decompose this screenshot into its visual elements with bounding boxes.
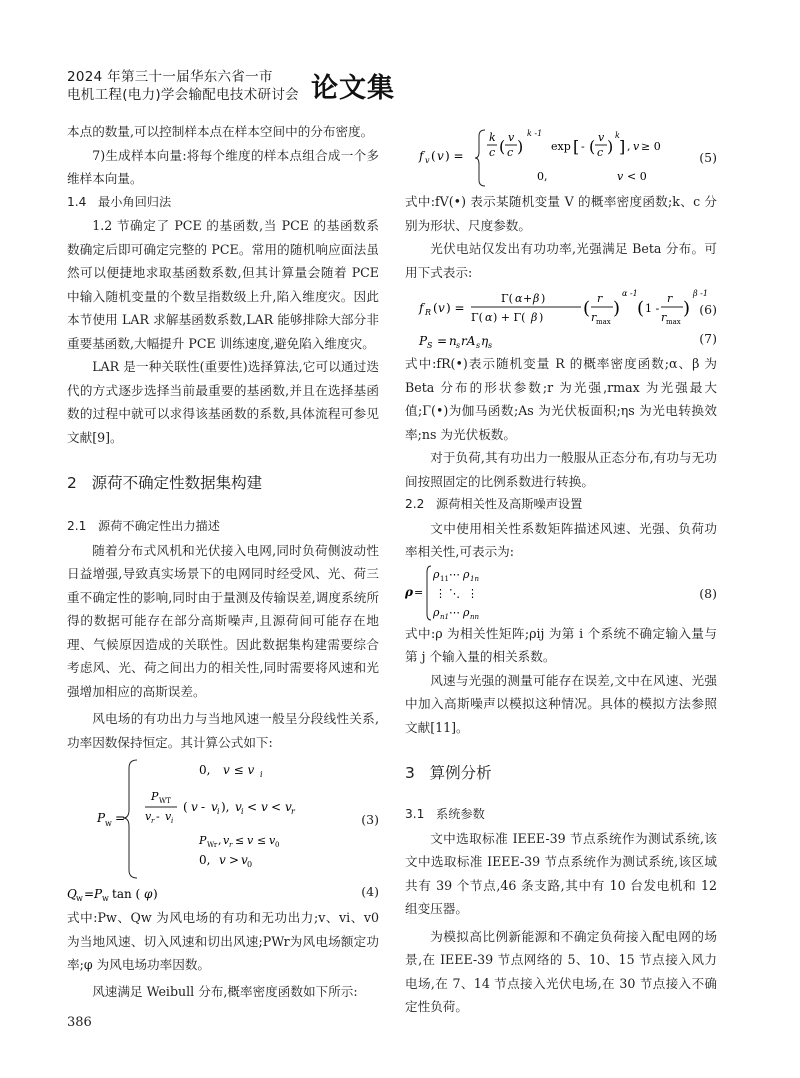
equation-number: (5) <box>699 150 717 165</box>
header-conference-line1: 2024 年第三十一届华东六省一市 <box>67 69 273 85</box>
svg-text:ρ: ρ <box>405 584 413 599</box>
svg-text:v: v <box>145 810 152 823</box>
paragraph: 风电场的有功出力与当地风速一般呈分段线性关系,功率因数保持恒定。其计算公式如下: <box>67 711 379 750</box>
svg-text:c: c <box>507 146 514 159</box>
svg-text:(: ( <box>583 298 591 319</box>
svg-text:r: r <box>661 311 667 324</box>
svg-text:v: v <box>235 800 242 814</box>
left-column <box>67 120 379 1003</box>
section-heading-2 <box>67 471 379 495</box>
svg-text:-: - <box>581 140 585 153</box>
equation-6 <box>405 288 717 330</box>
paragraph: 风速与光强的测量可能存在误差,文中在风速、光强中加入高斯噪声以模拟这种情况。具体的模拟方法参照文献[11]。 <box>405 672 717 735</box>
section-number: 3.1 <box>405 807 425 821</box>
equation-4 <box>67 882 379 906</box>
svg-text:max: max <box>596 318 611 326</box>
svg-text:): ) <box>607 137 614 156</box>
svg-text:Q: Q <box>67 887 77 901</box>
svg-text:n: n <box>449 334 457 348</box>
svg-text:1 -: 1 - <box>645 302 660 315</box>
svg-text:s: s <box>488 341 493 350</box>
equation-4-graphic <box>67 882 317 904</box>
svg-text:<: < <box>247 800 258 814</box>
svg-text:v: v <box>438 301 445 315</box>
paragraph: 对于负荷,其有功出力一般服从正态分布,有功与无功间按照固定的比例系数进行转换。 <box>405 450 717 489</box>
section-heading-3-1 <box>405 803 717 827</box>
svg-text:P: P <box>94 887 103 901</box>
svg-text:0: 0 <box>275 841 280 849</box>
svg-text:): ) <box>539 311 544 324</box>
svg-text:w: w <box>102 894 109 903</box>
equation-8-graphic <box>405 564 717 622</box>
svg-text:,: , <box>627 140 631 153</box>
paragraph: 7)生成样本向量:将每个维度的样本点组合成一个多维样本向量。 <box>67 147 379 186</box>
svg-text:(: ( <box>431 149 436 163</box>
svg-text:β: β <box>531 311 538 324</box>
svg-text:v: v <box>165 810 172 823</box>
svg-text:tan (: tan ( <box>112 887 141 901</box>
svg-text:nn: nn <box>470 612 480 621</box>
svg-text:v: v <box>191 800 198 814</box>
svg-text:α: α <box>515 292 523 305</box>
equation-5 <box>405 128 717 190</box>
svg-text:v: v <box>633 140 640 153</box>
page-number: 386 <box>67 1015 92 1030</box>
paragraph: 式中:Pw、Qw 为风电场的有功和无功出力;v、vi、v0 为当地风速、切入风速和切出风速;PWr为风电场额定功率;φ 为风电场功率因数。 <box>67 910 379 972</box>
svg-text:rA: rA <box>461 334 476 348</box>
svg-text:,: , <box>218 834 222 847</box>
equation-number: (6) <box>699 302 717 317</box>
svg-text:α: α <box>485 311 493 324</box>
svg-text:f: f <box>419 301 424 315</box>
section-title: 源荷不确定性数据集构建 <box>91 474 263 492</box>
svg-text:(: ( <box>433 301 438 315</box>
svg-text:=: = <box>437 334 448 348</box>
svg-text:f: f <box>419 149 424 163</box>
svg-text:n1: n1 <box>440 612 449 621</box>
svg-text:⋮: ⋮ <box>435 586 446 600</box>
equation-3-graphic <box>67 754 379 882</box>
svg-text:η: η <box>481 334 489 348</box>
section-title: 系统参数 <box>436 807 485 821</box>
svg-text:) =: ) = <box>445 149 464 163</box>
svg-text:=: = <box>115 811 126 825</box>
paragraph: 为模拟高比例新能源和不确定负荷接入配电网的场景,在 IEEE-39 节点网络的 5、10、15 节点接入风力电场,在 7、14 节点接入光伏电场,在 30 节点接入不确定性负荷。 <box>405 928 717 1014</box>
paragraph: 本点的数量,可以控制样本点在样本空间中的分布密度。 <box>67 124 374 139</box>
svg-text:): ) <box>153 887 158 901</box>
svg-text:R: R <box>425 308 432 317</box>
svg-text:≤: ≤ <box>257 834 267 847</box>
right-column <box>405 128 717 1019</box>
paragraph: 式中:fV(•) 表示某随机变量 V 的概率密度函数;k、c 分别为形状、尺度参数。 <box>405 194 717 233</box>
svg-text:v: v <box>223 834 230 847</box>
svg-text:v ≤ v: v ≤ v <box>223 763 255 777</box>
equation-number: (4) <box>361 884 379 899</box>
svg-text:v: v <box>425 156 430 165</box>
svg-text:) =: ) = <box>446 301 465 315</box>
section-heading-3 <box>405 761 717 785</box>
svg-text:k: k <box>489 131 496 144</box>
svg-text:WT: WT <box>159 797 171 805</box>
svg-text:=: = <box>84 887 95 901</box>
svg-text:v: v <box>437 149 444 163</box>
svg-text:0,: 0, <box>537 170 548 183</box>
svg-text:v: v <box>219 853 226 867</box>
svg-text:Γ(: Γ( <box>471 311 483 324</box>
paragraph: 文中使用相关性系数矩阵描述风速、光强、负荷功率相关性,可表示为: <box>405 520 717 559</box>
equation-7-graphic <box>405 330 555 350</box>
svg-text:r: r <box>291 807 295 816</box>
svg-text:≤: ≤ <box>235 834 245 847</box>
svg-text:0,: 0, <box>199 853 211 867</box>
svg-text:(: ( <box>499 137 506 156</box>
svg-text:≥ 0: ≥ 0 <box>641 140 661 153</box>
svg-text:v: v <box>247 834 254 847</box>
svg-text:exp: exp <box>551 140 571 153</box>
svg-text:): ) <box>517 137 524 156</box>
paragraph: 随着分布式风机和光伏接入电网,同时负荷侧波动性日益增强,导致真实场景下的电网同时经受风、光、荷三重不确定性的影响,同时由于量测及传输误差,调度系统所得的数据可能存在部分高斯噪声,且源荷间可能存在地理、气候原因造成的关联性。因此数据集构建需要综合考虑风、光、荷之间出力的相关性,同时需要将风速和光强增加相应的高斯误差。 <box>67 542 379 699</box>
svg-text:P: P <box>199 834 207 847</box>
svg-text:w: w <box>76 894 83 903</box>
section-number: 1.4 <box>67 194 87 209</box>
svg-text:β: β <box>533 292 540 305</box>
equation-number: (3) <box>361 812 379 827</box>
svg-text:v: v <box>269 834 276 847</box>
svg-text:>: > <box>229 853 240 867</box>
svg-text:v: v <box>617 170 624 183</box>
svg-text:(: ( <box>589 137 596 156</box>
svg-text:c: c <box>489 146 496 159</box>
section-heading-2-1 <box>67 515 379 539</box>
svg-text:s: s <box>456 341 461 350</box>
svg-text:⋮: ⋮ <box>467 586 478 600</box>
svg-text:ρ: ρ <box>463 567 470 581</box>
svg-text:0,: 0, <box>199 763 211 777</box>
section-title: 源荷相关性及高斯噪声设置 <box>436 497 583 511</box>
svg-text:max: max <box>666 318 681 326</box>
svg-text:⋯: ⋯ <box>449 567 460 581</box>
svg-text:ρ: ρ <box>463 605 470 619</box>
svg-text:P: P <box>419 334 428 348</box>
equation-number: (7) <box>699 331 717 346</box>
equation-3 <box>67 754 379 882</box>
section-heading-1-4 <box>67 191 379 215</box>
svg-text:k -1: k -1 <box>527 129 543 138</box>
svg-text:< 0: < 0 <box>627 170 647 183</box>
paragraph: 式中:fR(•)表示随机变量 R 的概率密度函数;α、β 为 Beta 分布的形状参数;r 为光强,rmax 为光强最大值;Γ(•)为伽马函数;As 为光伏板面积;ηs 为光电转换效率;ns 为光伏板数。 <box>405 356 717 442</box>
paragraph: 光伏电站仅发出有功功率,光强满足 Beta 分布。可用下式表示: <box>405 241 717 280</box>
svg-text:r: r <box>667 292 673 305</box>
svg-text:Wr: Wr <box>207 841 218 849</box>
svg-text:w: w <box>105 819 112 828</box>
svg-text:φ: φ <box>144 887 153 901</box>
svg-text:v: v <box>241 853 248 867</box>
svg-text:ρ: ρ <box>433 605 440 619</box>
paragraph: 1.2 节确定了 PCE 的基函数,当 PCE 的基函数系数确定后即可确定完整的 PCE。常用的随机响应面法虽然可以便捷地求取基函数系数,但其计算量会随着 PCE 中输入随机变量的个数呈指数级上升,陷入维度灾。因此本节使用 LAR 求解基函数系数,LAR 能够排除大部分非重要基函数,大幅提升 PCE 训练速度,避免陷入维度灾。 <box>67 218 379 351</box>
section-title: 源荷不确定性出力描述 <box>98 519 220 533</box>
svg-text:i: i <box>241 807 244 816</box>
svg-text:(: ( <box>183 800 188 814</box>
svg-text:) + Γ(: ) + Γ( <box>493 311 526 324</box>
svg-text:⋯: ⋯ <box>449 605 460 619</box>
svg-text:P: P <box>97 811 106 825</box>
section-number: 2 <box>67 474 77 492</box>
svg-text:c: c <box>597 146 604 159</box>
running-header <box>67 68 395 104</box>
svg-text:v: v <box>508 131 515 144</box>
section-number: 3 <box>405 764 415 782</box>
svg-text:Γ(: Γ( <box>501 292 513 305</box>
svg-text:r: r <box>591 311 597 324</box>
equation-6-graphic <box>405 288 717 330</box>
section-title: 算例分析 <box>429 764 492 782</box>
svg-text:11: 11 <box>440 574 449 583</box>
svg-text:i: i <box>171 817 174 825</box>
svg-text:-: - <box>201 800 206 814</box>
equation-8 <box>405 564 717 622</box>
svg-text:i: i <box>217 807 220 816</box>
equation-5-graphic <box>405 128 717 190</box>
svg-text:[: [ <box>573 137 580 156</box>
svg-text:r: r <box>151 817 155 825</box>
svg-text:r: r <box>229 841 233 849</box>
svg-text:β -1: β -1 <box>693 289 708 298</box>
section-number: 2.1 <box>67 519 87 533</box>
svg-text:): ) <box>683 298 691 319</box>
svg-text:=: = <box>414 585 424 599</box>
paragraph: 式中:ρ 为相关性矩阵;ρij 为第 i 个系统不确定输入量与第 j 个输入量的相关系数。 <box>405 625 717 664</box>
svg-text:): ) <box>613 298 621 319</box>
svg-text:i: i <box>260 770 263 779</box>
svg-text:(: ( <box>637 298 645 319</box>
svg-text:-: - <box>156 810 160 823</box>
svg-text:r: r <box>597 292 603 305</box>
svg-text:P: P <box>151 790 159 803</box>
svg-text:ρ: ρ <box>433 567 440 581</box>
svg-text:v: v <box>285 800 292 814</box>
svg-text:v: v <box>598 131 605 144</box>
svg-text:v: v <box>261 800 268 814</box>
paragraph: LAR 是一种关联性(重要性)选择算法,它可以通过迭代的方式逐步选择当前最重要的基函数,并且在选择基函数的过程中就可以求得该基函数的系数,具体流程可参见文献[9]。 <box>67 359 379 445</box>
svg-text:): ) <box>541 292 546 305</box>
svg-text:α -1: α -1 <box>622 289 638 298</box>
paragraph: 文中选取标准 IEEE-39 节点系统作为测试系统,该文中选取标准 IEEE-39 节点系统作为测试系统,该区域共有 39 个节点,46 条支路,其中有 10 台发电机和 12 组变压器。 <box>405 830 717 916</box>
svg-text:1n: 1n <box>470 574 479 583</box>
header-conference-line2: 电机工程(电力)学会输配电技术研讨会 <box>67 87 299 103</box>
header-proceedings-title: 论文集 <box>311 73 395 104</box>
svg-text:]: ] <box>619 137 626 156</box>
svg-text:⋱: ⋱ <box>449 586 460 600</box>
section-title: 最小角回归法 <box>98 194 172 209</box>
svg-text:<: < <box>271 800 282 814</box>
section-heading-2-2 <box>405 493 717 517</box>
equation-number: (8) <box>699 585 717 601</box>
svg-text:k: k <box>615 131 620 140</box>
svg-text:),: ), <box>221 800 230 814</box>
svg-text:v: v <box>211 800 218 814</box>
paragraph: 风速满足 Weibull 分布,概率密度函数如下所示: <box>92 983 358 999</box>
svg-text:0: 0 <box>247 860 253 869</box>
svg-text:S: S <box>427 341 433 350</box>
equation-7 <box>405 330 717 352</box>
svg-text:+: + <box>523 292 533 305</box>
section-number: 2.2 <box>405 497 425 511</box>
svg-text:s: s <box>476 341 481 350</box>
